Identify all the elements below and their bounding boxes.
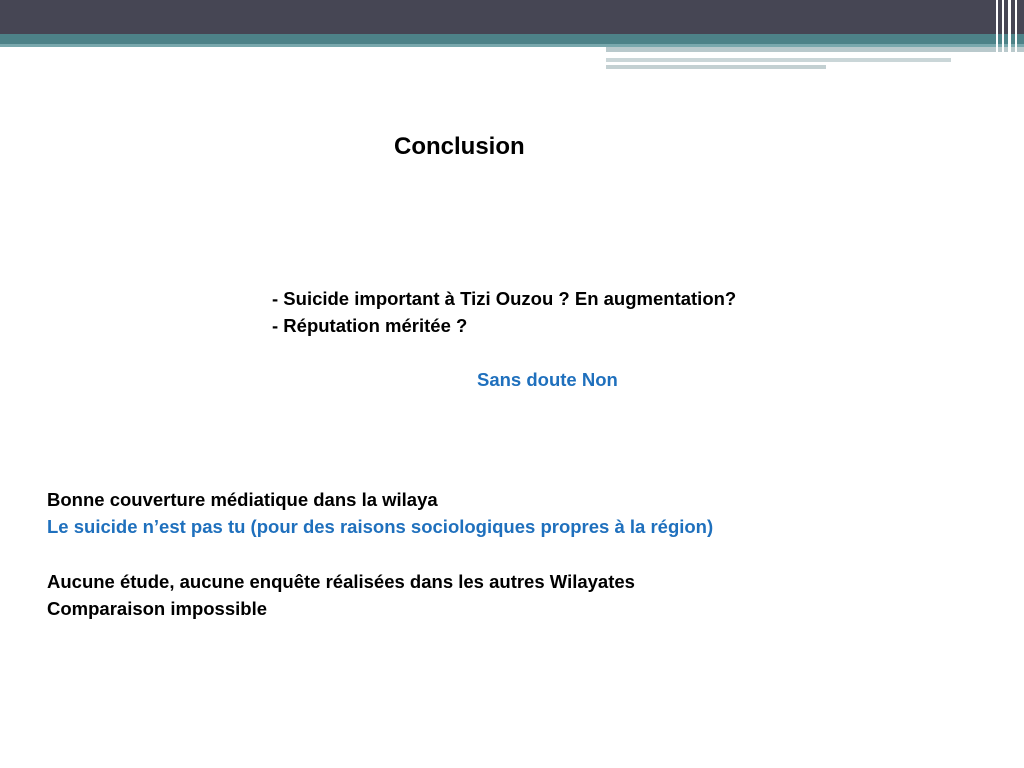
header-decor-bar bbox=[606, 47, 1024, 52]
question-line: - Suicide important à Tizi Ouzou ? En augmentation? bbox=[272, 288, 737, 309]
header-decor-lines bbox=[992, 0, 1024, 70]
finding-line: Bonne couverture médiatique dans la wilaya bbox=[47, 489, 438, 510]
answer-text: Sans doute Non bbox=[477, 369, 618, 390]
header-decor-bar bbox=[606, 58, 951, 62]
header-decor-bar bbox=[606, 65, 826, 69]
slide-title: Conclusion bbox=[394, 133, 525, 160]
finding-line-highlight: Le suicide n’est pas tu (pour des raisons sociologiques propres à la région) bbox=[47, 516, 714, 537]
question-line: - Réputation méritée ? bbox=[272, 315, 468, 336]
finding-line: Comparaison impossible bbox=[47, 598, 267, 619]
header-band bbox=[0, 0, 1024, 34]
finding-line: Aucune étude, aucune enquête réalisées dans les autres Wilayates bbox=[47, 571, 635, 592]
